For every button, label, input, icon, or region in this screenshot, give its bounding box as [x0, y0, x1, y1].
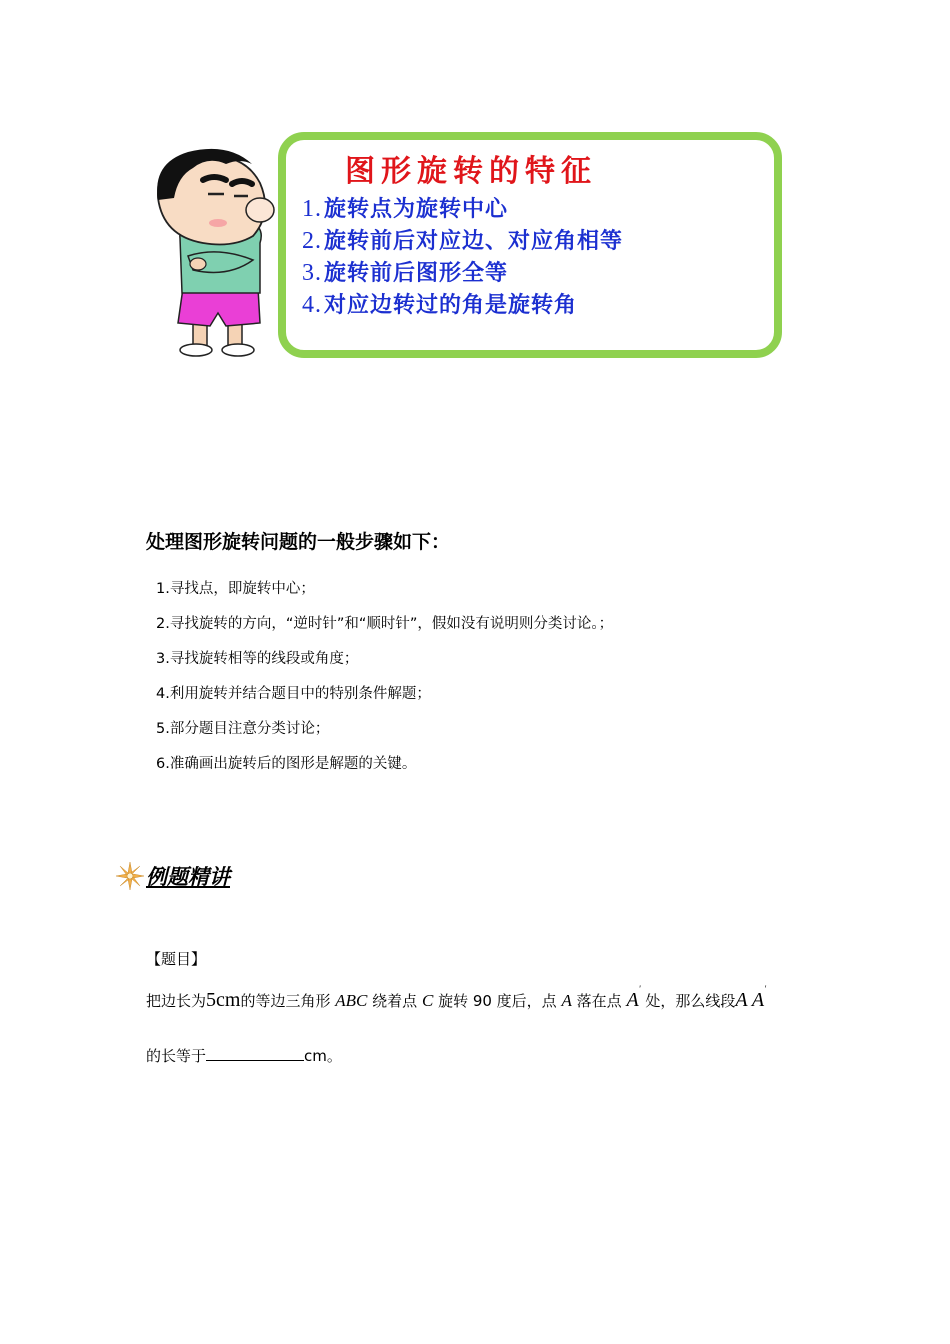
step-item-5: 5.部分题目注意分类讨论；: [156, 721, 330, 737]
feature-item-2: 2.旋转前后对应边、对应角相等: [302, 228, 624, 254]
step-item-4: 4.利用旋转并结合题目中的特别条件解题；: [156, 686, 431, 702]
problem-line-1: 把边长为5cm的等边三角形 ABC 绕着点 C 旋转 90 度后，点 A 落在点 A' 处，那么线段A A': [146, 984, 767, 1011]
steps-heading: 处理图形旋转问题的一般步骤如下：: [146, 531, 451, 553]
side-length: 5cm: [206, 989, 241, 1011]
feature-item-1: 1.旋转点为旋转中心: [302, 196, 509, 222]
feature-item-3: 3.旋转前后图形全等: [302, 260, 509, 286]
feature-box-title: 图形旋转的特征: [345, 154, 597, 189]
triangle-name: ABC: [335, 991, 368, 1010]
problem-line-2: 的长等于 cm。: [146, 1047, 342, 1065]
step-item-6: 6.准确画出旋转后的图形是解题的关键。: [156, 756, 417, 772]
step-item-3: 3.寻找旋转相等的线段或角度；: [156, 651, 359, 667]
problem-label: 【题目】: [146, 950, 207, 968]
step-item-1: 1.寻找点，即旋转中心；: [156, 581, 315, 597]
point-a-prime: A': [626, 984, 641, 1011]
segment-aa-prime: A A': [735, 984, 767, 1011]
step-item-2: 2.寻找旋转的方向，“逆时针”和“顺时针”，假如没有说明则分类讨论。；: [156, 616, 614, 632]
cartoon-boy-icon: [157, 149, 274, 356]
feature-item-4: 4.对应边转过的角是旋转角: [302, 292, 578, 318]
point-c: C: [421, 991, 434, 1010]
section-title: 例题精讲: [146, 865, 230, 889]
sparkle-icon: [114, 860, 146, 892]
answer-blank[interactable]: [206, 1046, 304, 1061]
point-a: A: [561, 991, 572, 1010]
